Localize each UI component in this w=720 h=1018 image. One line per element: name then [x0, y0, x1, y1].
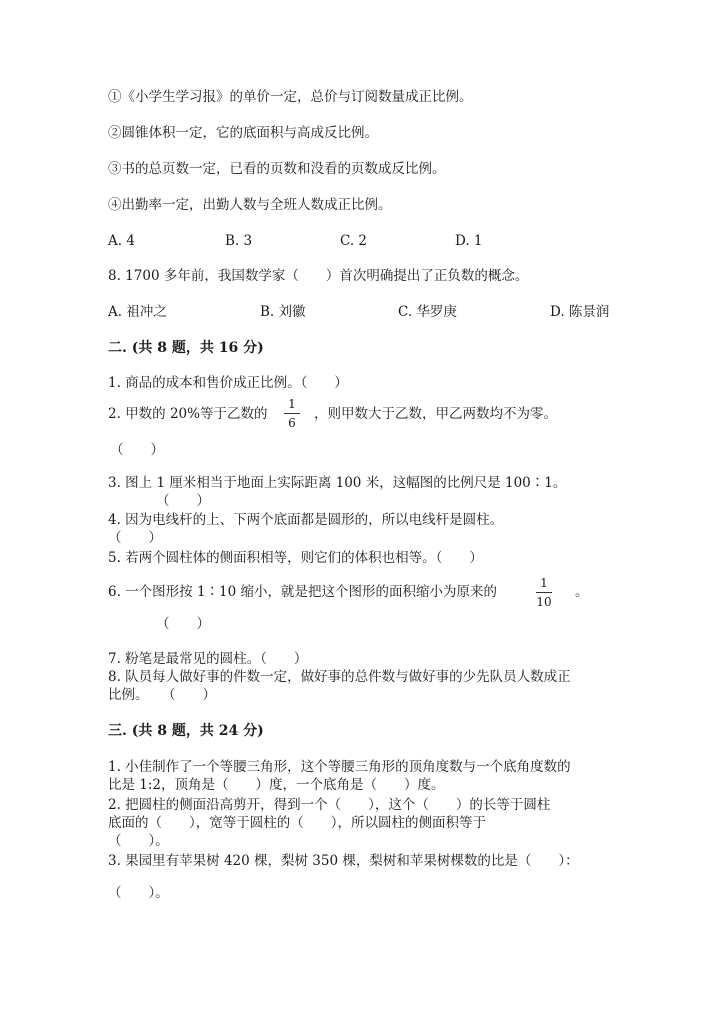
fraction-numerator: 1 — [540, 576, 548, 590]
s2-q3: 3. 图上 1 厘米相当于地面上实际距离 100 米，这幅图的比例尺是 100∶1。 — [108, 475, 567, 491]
statement-1: ①《小学生学习报》的单价一定，总价与订阅数量成正比例。 — [108, 89, 473, 105]
s3-q2-line2: 底面的（ ），宽等于圆柱的（ ），所以圆柱的侧面积等于 — [108, 815, 486, 831]
q8-question: 8. 1700 多年前，我国数学家（ ）首次明确提出了正负数的概念。 — [108, 268, 529, 284]
section2-heading: 二. (共 8 题，共 16 分) — [108, 340, 264, 356]
s3-q2-line1: 2. 把圆柱的侧面沿高剪开，得到一个（ ），这个（ ）的长等于圆柱 — [108, 797, 551, 813]
s2-q5: 5. 若两个圆柱体的侧面积相等，则它们的体积也相等。（ ） — [108, 550, 483, 566]
q8-option-c: C. 华罗庚 — [398, 304, 457, 320]
statement-4: ④出勤率一定，出勤人数与全班人数成正比例。 — [108, 197, 392, 213]
s3-q3-line1: 3. 果园里有苹果树 420 棵，梨树 350 棵，梨树和苹果树棵数的比是（ ）： — [108, 853, 579, 869]
q8-option-a: A. 祖冲之 — [108, 304, 167, 320]
s2-q2-answer-paren: （ ） — [110, 442, 164, 458]
fraction-numerator: 1 — [288, 397, 296, 411]
s3-q1-line2: 比是 1:2，顶角是（ ）度，一个底角是（ ）度。 — [108, 777, 445, 793]
s2-q4-answer-paren: （ ） — [108, 530, 162, 546]
s2-q2-fraction — [280, 397, 304, 430]
q8-option-b: B. 刘徽 — [260, 304, 306, 320]
q8-option-d: D. 陈景润 — [550, 304, 610, 320]
s2-q2-text-a: 2. 甲数的 20%等于乙数的 — [108, 406, 268, 422]
s2-q2-text-b: ，则甲数大于乙数，甲乙两数均不为零。 — [314, 406, 557, 422]
s2-q4: 4. 因为电线杆的上、下两个底面都是圆形的，所以电线杆是圆柱。 — [108, 512, 504, 528]
s2-q7: 7. 粉笔是最常见的圆柱。（ ） — [108, 651, 308, 667]
s2-q6-fraction — [532, 576, 556, 609]
fraction-bar — [284, 413, 300, 414]
fraction-bar — [536, 592, 552, 593]
fraction-denominator: 6 — [288, 416, 296, 430]
s2-q6-text-b: 。 — [575, 584, 589, 600]
s2-q8-line1: 8. 队员每人做好事的件数一定，做好事的总件数与做好事的少先队员人数成正 — [108, 669, 571, 685]
s2-q3-answer-paren: （ ） — [156, 493, 210, 509]
q7-option-d: D. 1 — [455, 233, 483, 249]
q7-option-c: C. 2 — [340, 233, 368, 249]
s2-q8-line2: 比例。 （ ） — [108, 687, 216, 703]
q7-option-a: A. 4 — [108, 233, 135, 249]
q7-option-b: B. 3 — [225, 233, 253, 249]
statement-2: ②圆锥体积一定，它的底面积与高成反比例。 — [108, 125, 378, 141]
section3-heading: 三. (共 8 题，共 24 分) — [108, 723, 264, 739]
s3-q2-line3: （ ）。 — [108, 833, 169, 849]
fraction-denominator: 10 — [536, 595, 552, 609]
s3-q1-line1: 1. 小佳制作了一个等腰三角形，这个等腰三角形的顶角度数与一个底角度数的 — [108, 759, 571, 775]
s2-q6-answer-paren: （ ） — [156, 616, 210, 632]
s2-q1: 1. 商品的成本和售价成正比例。（ ） — [108, 375, 348, 391]
s2-q6-text-a: 6. 一个图形按 1∶10 缩小，就是把这个图形的面积缩小为原来的 — [108, 584, 498, 600]
statement-3: ③书的总页数一定，已看的页数和没看的页数成反比例。 — [108, 161, 446, 177]
s3-q3-line2: （ ）。 — [108, 885, 169, 901]
